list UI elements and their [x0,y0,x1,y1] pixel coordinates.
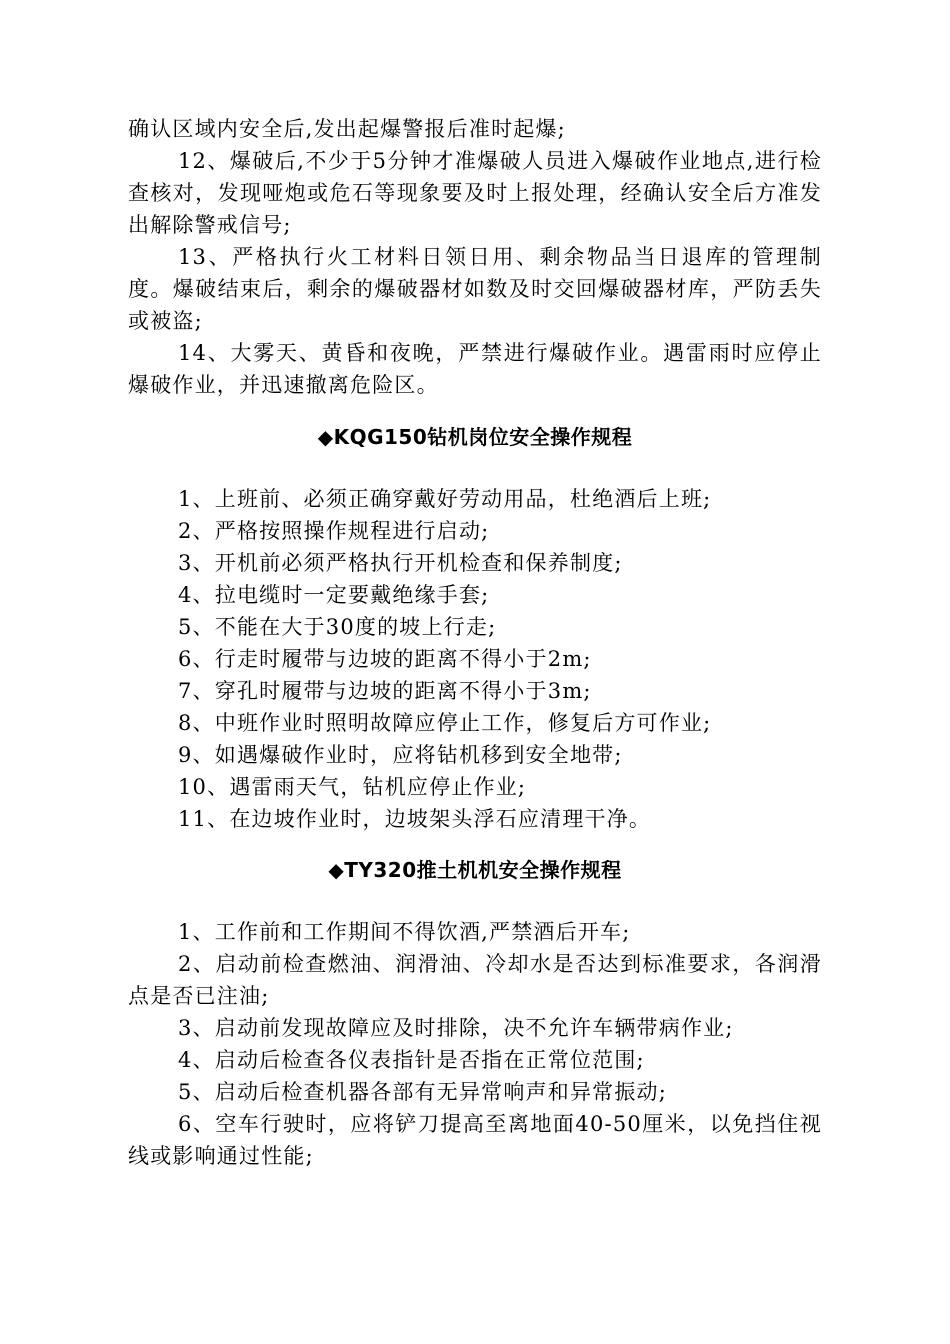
list-item: 2、启动前检查燃油、润滑油、冷却水是否达到标准要求，各润滑点是否已注油; [128,952,822,1008]
list-item: 4、启动后检查各仪表指针是否指在正常位范围; [178,1048,645,1072]
list-item: 3、开机前必须严格执行开机检查和保养制度; [178,551,623,575]
list-item: 6、行走时履带与边坡的距离不得小于2m; [178,647,592,671]
list-item: 2、严格按照操作规程进行启动; [178,519,490,543]
rule-13: 13、严格执行火工材料日领日用、剩余物品当日退库的管理制度。爆破结束后，剩余的爆破器材如数及时交回爆破器材库，严防丢失或被盗; [128,245,822,333]
list-item: 10、遇雷雨天气，钻机应停止作业; [178,775,527,799]
list-item: 8、中班作业时照明故障应停止工作，修复后方可作业; [178,711,712,735]
spacer [128,835,822,854]
list-item: 5、不能在大于30度的坡上行走; [178,615,497,639]
list-item: 9、如遇爆破作业时，应将钻机移到安全地带; [178,743,623,767]
section-heading-bulldozer: ◆TY320推土机机安全操作规程 [328,858,622,882]
list-item: 3、启动前发现故障应及时排除，决不允许车辆带病作业; [178,1016,734,1040]
blasting-rules-continued [128,113,822,401]
list-item: 5、启动后检查机器各部有无异常响声和异常振动; [178,1080,668,1104]
document-body [128,113,822,1172]
list-item: 4、拉电缆时一定要戴绝缘手套; [178,583,490,607]
spacer [128,401,822,421]
list-item: 1、工作前和工作期间不得饮酒,严禁酒后开车; [178,920,631,944]
spacer [128,453,822,483]
list-item: 7、穿孔时履带与边坡的距离不得小于3m; [178,679,592,703]
drill-rules-list [128,483,822,835]
list-item: 1、上班前、必须正确穿戴好劳动用品，杜绝酒后上班; [178,487,712,511]
rule-12: 12、爆破后,不少于5分钟才准爆破人员进入爆破作业地点,进行检查核对，发现哑炮或危石等现象要及时上报处理，经确认安全后方准发出解除警戒信号; [128,149,822,237]
bulldozer-rules-list [128,916,822,1172]
list-item: 11、在边坡作业时，边坡架头浮石应清理干净。 [178,807,652,831]
paragraph-continuation: 确认区域内安全后,发出起爆警报后准时起爆; [128,117,566,141]
spacer [128,886,822,916]
list-item: 6、空车行驶时，应将铲刀提高至离地面40-50厘米，以免挡住视线或影响通过性能; [128,1112,822,1168]
rule-14: 14、大雾天、黄昏和夜晚，严禁进行爆破作业。遇雷雨时应停止爆破作业，并迅速撤离危险区。 [128,341,822,397]
section-heading-drill: ◆KQG150钻机岗位安全操作规程 [317,425,633,449]
